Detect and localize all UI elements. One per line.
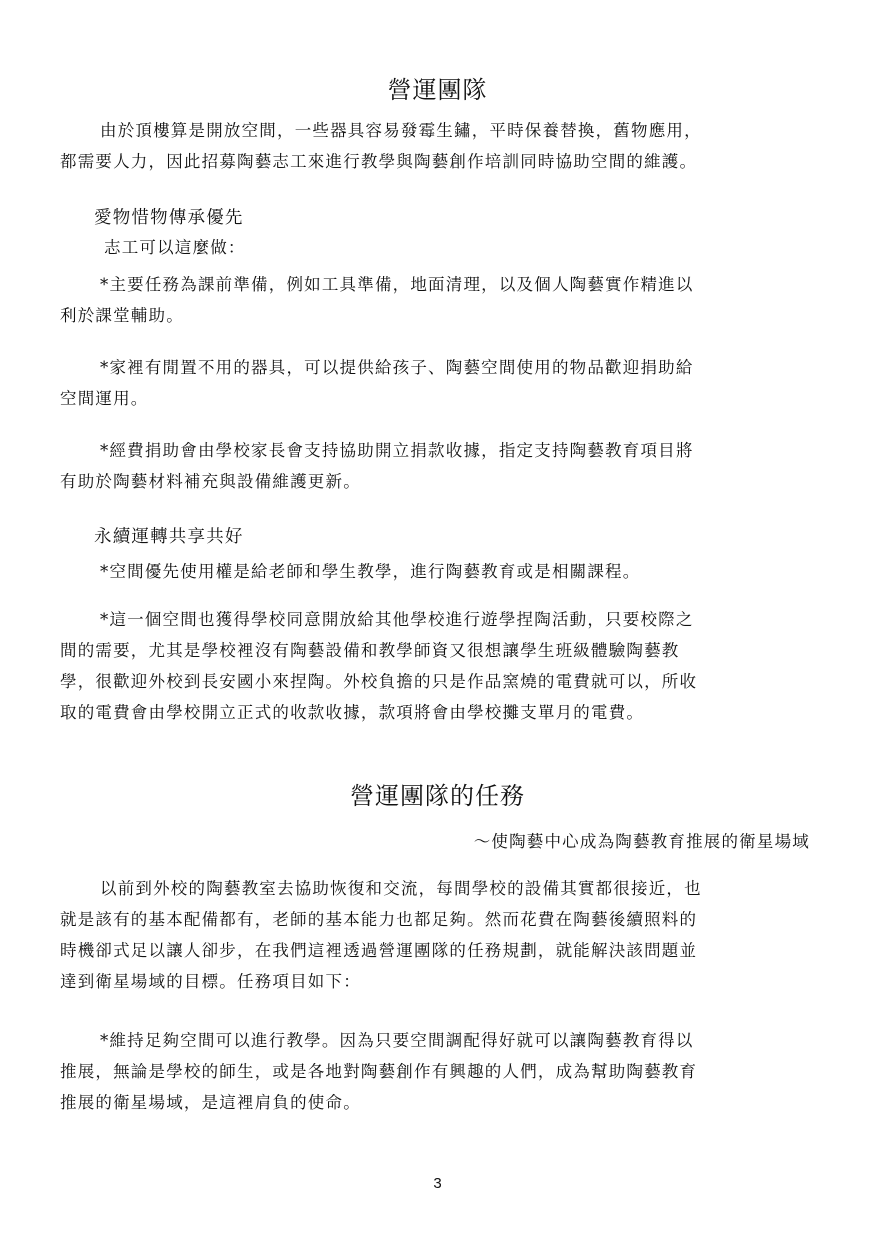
bullet-line: 學，很歡迎外校到長安國小來捏陶。外校負擔的只是作品窯燒的電費就可以，所收 [60, 672, 698, 691]
bullet-line: *空間優先使用權是給老師和學生教學，進行陶藝教育或是相關課程。 [100, 562, 641, 581]
tasks-intro-line: 時機卻式足以讓人卻步，在我們這裡透過營運團隊的任務規劃，就能解決該問題並 [60, 941, 698, 960]
tasks-intro-line: 以前到外校的陶藝教室去協助恢復和交流，每間學校的設備其實都很接近，也 [100, 879, 702, 898]
bullet-item [60, 269, 815, 331]
bullet-line: *家裡有閒置不用的器具，可以提供給孩子、陶藝空間使用的物品歡迎捐助給 [100, 358, 694, 377]
volunteer-intro [60, 232, 815, 263]
tasks-intro-line: 達到衛星場域的目標。任務項目如下： [60, 972, 361, 991]
section-subtitle: ～使陶藝中心成為陶藝教育推展的衛星場域 [473, 832, 810, 851]
page-number: 3 [433, 1175, 442, 1192]
bullet-item [60, 604, 815, 728]
bullet-line: *經費捐助會由學校家長會支持協助開立捐款收據，指定支持陶藝教育項目將 [100, 441, 694, 460]
bullet-line: 有助於陶藝材料補充與設備維護更新。 [60, 472, 361, 491]
bullet-item [60, 352, 815, 414]
tasks-intro-line: 就是該有的基本配備都有，老師的基本能力也都足夠。然而花費在陶藝後續照料的 [60, 910, 698, 929]
bullet-line: 空間運用。 [60, 389, 149, 408]
bullet-line: 推展的衛星場域，是這裡肩負的使命。 [60, 1093, 361, 1112]
bullet-line: *這一個空間也獲得學校同意開放給其他學校進行遊學捏陶活動，只要校際之 [100, 610, 694, 629]
bullet-item [60, 1025, 815, 1118]
bullet-line: *主要任務為課前準備，例如工具準備，地面清理，以及個人陶藝實作精進以 [100, 275, 694, 294]
intro-line: 由於頂樓算是開放空間，一些器具容易發霉生鏽，平時保養替換，舊物應用， [100, 121, 702, 140]
bullet-line: 取的電費會由學校開立正式的收款收據，款項將會由學校攤支單月的電費。 [60, 703, 645, 722]
section-title-team-tasks: 營運團隊的任務 [350, 782, 525, 810]
bullet-line: *維持足夠空間可以進行教學。因為只要空間調配得好就可以讓陶藝教育得以 [100, 1031, 694, 1050]
intro-paragraph [60, 115, 815, 177]
bullet-line: 利於課堂輔助。 [60, 306, 184, 325]
intro-line: 都需要人力，因此招募陶藝志工來進行教學與陶藝創作培訓同時協助空間的維護。 [60, 152, 698, 171]
volunteer-intro-text: 志工可以這麼做： [104, 238, 246, 257]
tasks-intro-paragraph [60, 873, 815, 997]
bullet-line: 間的需要，尤其是學校裡沒有陶藝設備和教學師資又很想讓學生班級體驗陶藝教 [60, 641, 680, 660]
bullet-item [60, 435, 815, 497]
heading-sustainable-sharing: 永續運轉共享共好 [94, 527, 244, 547]
bullet-line: 推展，無論是學校的師生，或是各地對陶藝創作有興趣的人們，成為幫助陶藝教育 [60, 1062, 698, 1081]
section-title-operations-team: 營運團隊 [387, 76, 488, 104]
heading-cherish-items: 愛物惜物傳承優先 [94, 208, 244, 228]
bullet-item [60, 556, 815, 587]
